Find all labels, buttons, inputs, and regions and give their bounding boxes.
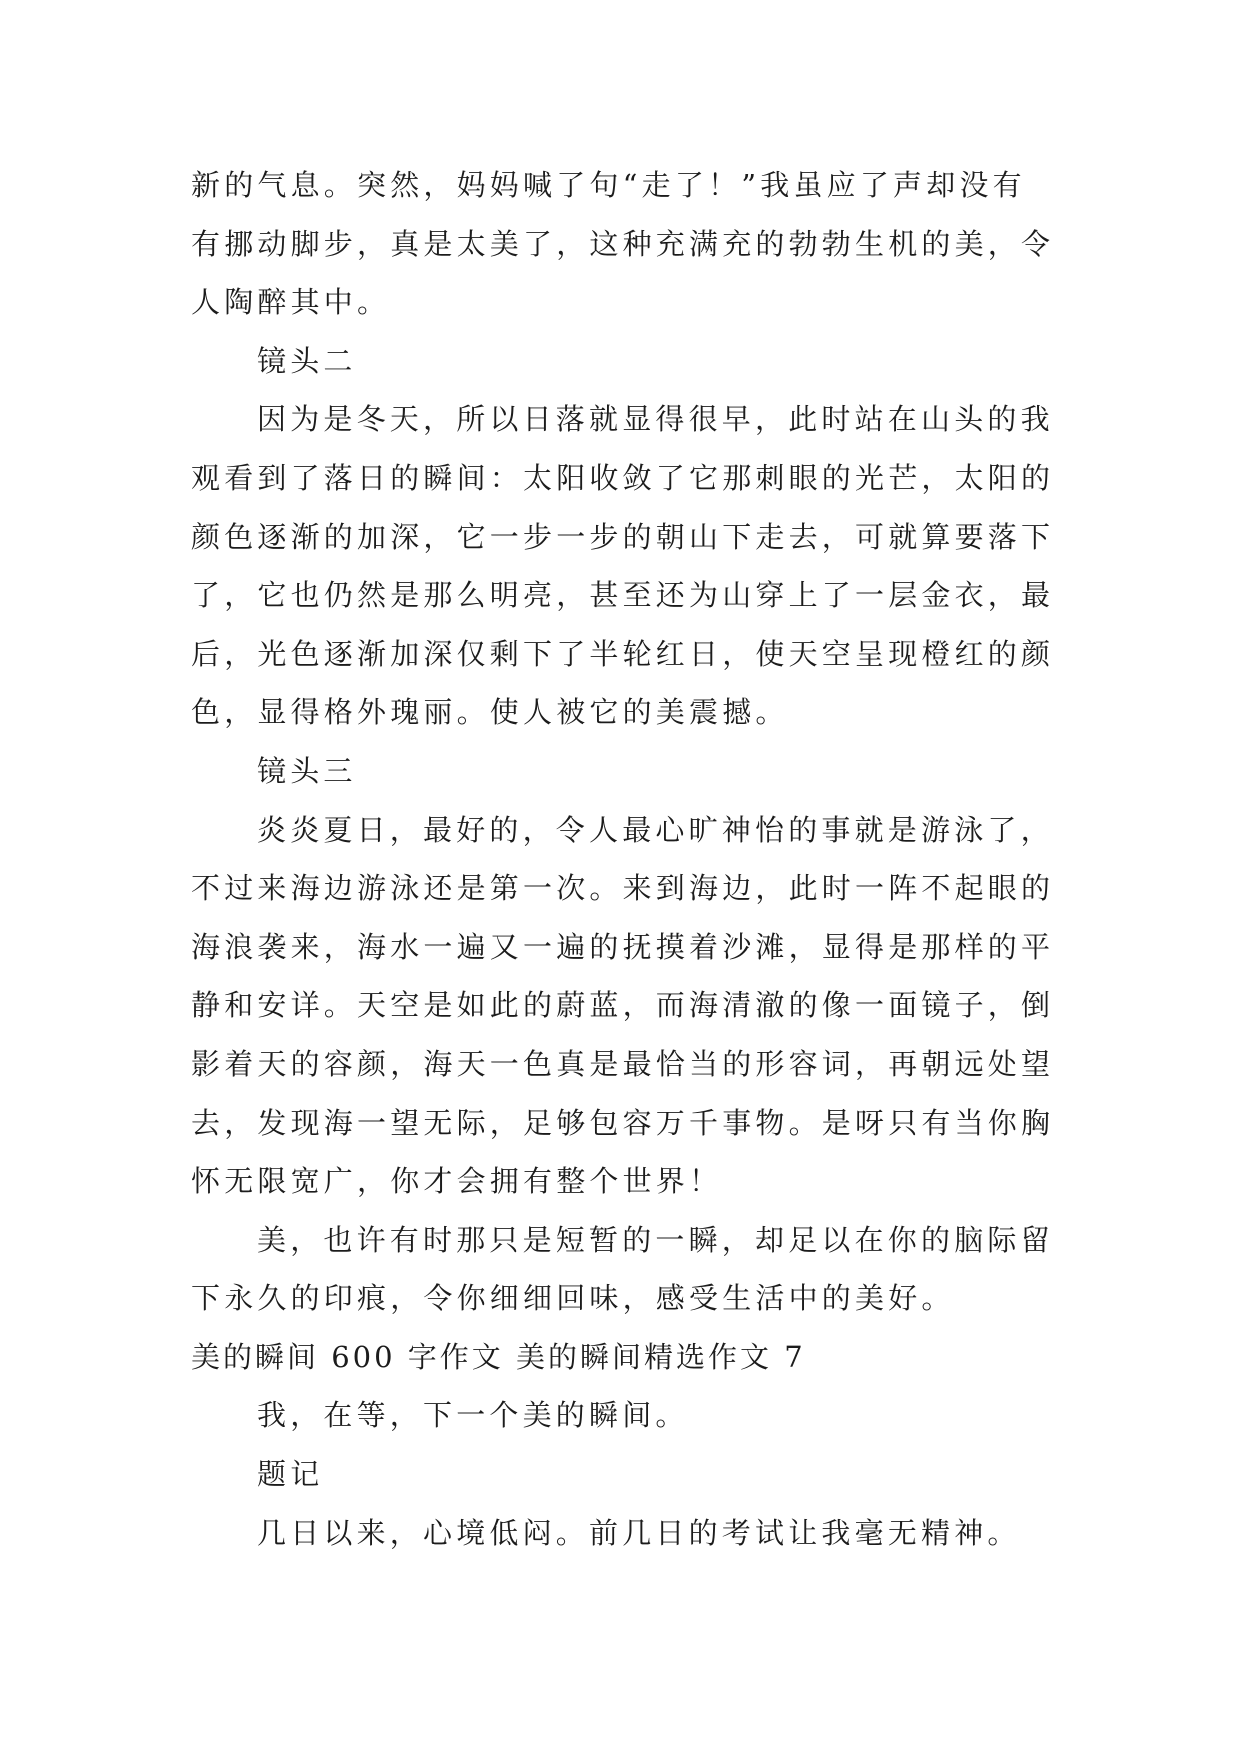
paragraph bbox=[191, 156, 1181, 332]
text-line: 我，在等，下一个美的瞬间。 bbox=[257, 1398, 689, 1433]
paragraph bbox=[191, 1504, 1181, 1563]
epigraph-label bbox=[191, 1445, 1181, 1504]
section-title bbox=[191, 1328, 1181, 1387]
text-line: 下永久的印痕，令你细细回味，感受生活中的美好。 bbox=[191, 1281, 955, 1316]
text-line: 有挪动脚步，真是太美了，这种充满充的勃勃生机的美，令 bbox=[191, 226, 1055, 261]
text-line: 怀无限宽广，你才会拥有整个世界！ bbox=[191, 1164, 723, 1199]
text-line: 题记 bbox=[257, 1457, 324, 1492]
text-line: 不过来海边游泳还是第一次。来到海边，此时一阵不起眼的 bbox=[191, 871, 1055, 906]
text-line: 美，也许有时那只是短暂的一瞬，却足以在你的脑际留 bbox=[257, 1222, 1054, 1257]
text-line: 新的气息。突然，妈妈喊了句“走了！”我虽应了声却没有 bbox=[191, 168, 1026, 202]
text-line: 色，显得格外瑰丽。使人被它的美震撼。 bbox=[191, 695, 789, 730]
subheading-text: 镜头二 bbox=[257, 343, 357, 378]
text-line: 几日以来，心境低闷。前几日的考试让我毫无精神。 bbox=[257, 1515, 1021, 1550]
subheading-shot-two bbox=[191, 332, 1181, 391]
text-line: 海浪袭来，海水一遍又一遍的抚摸着沙滩，显得是那样的平 bbox=[191, 929, 1055, 964]
subheading-shot-three bbox=[191, 742, 1181, 801]
section-title-text: 美的瞬间 600 字作文 美的瞬间精选作文 7 bbox=[191, 1339, 806, 1374]
text-line: 人陶醉其中。 bbox=[191, 285, 391, 320]
paragraph bbox=[191, 1211, 1181, 1328]
subheading-text: 镜头三 bbox=[257, 753, 357, 788]
text-line: 去，发现海一望无际，足够包容万千事物。是呀只有当你胸 bbox=[191, 1105, 1055, 1140]
paragraph bbox=[191, 390, 1181, 742]
text-line: 炎炎夏日，最好的，令人最心旷神怡的事就是游泳了， bbox=[257, 812, 1054, 847]
text-line: 了，它也仍然是那么明亮，甚至还为山穿上了一层金衣，最 bbox=[191, 578, 1055, 613]
paragraph bbox=[191, 801, 1181, 1211]
text-line: 因为是冬天，所以日落就显得很早，此时站在山头的我 bbox=[257, 402, 1054, 437]
paragraph bbox=[191, 1386, 1181, 1445]
text-line: 观看到了落日的瞬间：太阳收敛了它那刺眼的光芒，太阳的 bbox=[191, 460, 1055, 495]
text-line: 影着天的容颜，海天一色真是最恰当的形容词，再朝远处望 bbox=[191, 1046, 1055, 1081]
text-line: 颜色逐渐的加深，它一步一步的朝山下走去，可就算要落下 bbox=[191, 519, 1055, 554]
text-line: 静和安详。天空是如此的蔚蓝，而海清澈的像一面镜子，倒 bbox=[191, 988, 1055, 1023]
text-line: 后，光色逐渐加深仅剩下了半轮红日，使天空呈现橙红的颜 bbox=[191, 636, 1055, 671]
